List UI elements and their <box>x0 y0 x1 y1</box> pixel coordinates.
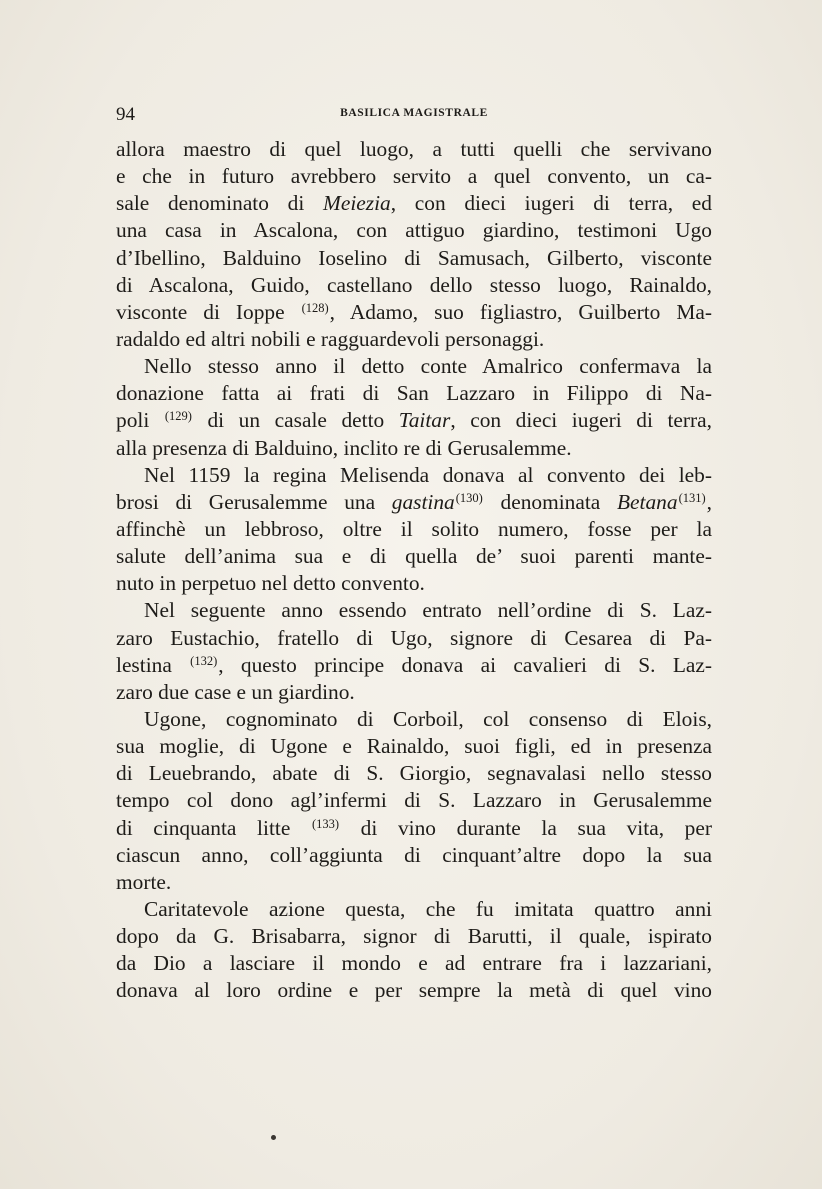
footnote-ref: (128) <box>301 300 329 315</box>
page-header <box>116 104 712 126</box>
body-text <box>116 136 712 1005</box>
italic-term: gastina <box>391 489 455 514</box>
text-line: di Ascalona, Guido, castellano dello stesso luogo, Rainaldo, <box>116 272 712 297</box>
text-line: sua moglie, di Ugone e Rainaldo, suoi figli, ed in presenza <box>116 734 712 759</box>
text-line: poli $^{(129)}$ di un casale detto Taitar, con dieci iugeri di terra, <box>116 408 712 433</box>
running-head: BASILICA MAGISTRALE <box>340 107 488 119</box>
ink-speck <box>271 1135 276 1140</box>
text-line: brosi di Gerusalemme una gastina$^{(130)}$ denominata Betana$^{(131)}$, <box>116 489 712 514</box>
italic-term: Taitar <box>398 408 451 433</box>
text-line: morte. <box>116 869 172 894</box>
text-line: Nel 1159 la regina Melisenda donava al convento dei leb- <box>144 462 712 487</box>
text-line: allora maestro di quel luogo, a tutti quelli che servivano <box>116 137 712 161</box>
text-line: Nel seguente anno essendo entrato nell’ordine di S. Laz- <box>144 598 712 623</box>
text-line: donava al loro ordine e per sempre la metà di quel vino <box>116 978 712 1003</box>
text-line: nuto in perpetuo nel detto convento. <box>116 571 425 596</box>
text-line: da Dio a lasciare il mondo e ad entrare fra i lazzariani, <box>116 951 712 976</box>
text-line: d’Ibellino, Balduino Ioselino di Samusach, Gilberto, visconte <box>116 245 712 270</box>
text-line: ciascun anno, coll’aggiunta di cinquant’altre dopo la sua <box>116 842 712 867</box>
text-line: zaro due case e un giardino. <box>116 679 355 704</box>
text-line: radaldo ed altri nobili e ragguardevoli personaggi. <box>116 326 545 351</box>
text-line: Ugone, cognominato di Corboil, col consenso di Elois, <box>144 706 712 731</box>
text-line: sale denominato di Meiezia, con dieci iugeri di terra, ed <box>116 191 712 216</box>
page-number: 94 <box>116 104 135 125</box>
text-line: dopo da G. Brisabarra, signor di Barutti, il quale, ispirato <box>116 924 712 949</box>
footnote-ref: (132) <box>190 653 218 668</box>
text-line: di cinquanta litte $^{(133)}$ di vino durante la sua vita, per <box>116 815 712 840</box>
text-line: di Leuebrando, abate di S. Giorgio, segnavalasi nello stesso <box>116 761 712 786</box>
footnote-ref: (129) <box>164 409 192 424</box>
text-line: zaro Eustachio, fratello di Ugo, signore di Cesarea di Pa- <box>116 625 712 650</box>
text-line: Caritatevole azione questa, che fu imitata quattro anni <box>144 896 712 921</box>
text-line: visconte di Ioppe $^{(128)}$, Adamo, suo figliastro, Guilberto Ma- <box>116 299 712 324</box>
footnote-ref: (130) <box>455 490 483 505</box>
footnote-ref: (131) <box>678 490 706 505</box>
italic-term: Meiezia <box>323 191 391 216</box>
text-line: affinchè un lebbroso, oltre il solito numero, fosse per la <box>116 516 712 541</box>
text-line: Nello stesso anno il detto conte Amalrico confermava la <box>144 354 712 379</box>
text-line: salute dell’anima sua e di quella de’ suoi parenti mante- <box>116 544 712 569</box>
italic-term: Betana <box>616 489 678 514</box>
text-line: e che in futuro avrebbero servito a quel convento, un ca- <box>116 164 712 189</box>
text-line: alla presenza di Balduino, inclito re di Gerusalemme. <box>116 435 572 460</box>
text-line: tempo col dono agl’infermi di S. Lazzaro in Gerusalemme <box>116 788 712 813</box>
text-line: una casa in Ascalona, con attiguo giardino, testimoni Ugo <box>116 218 712 243</box>
text-line: lestina $^{(132)}$, questo principe donava ai cavalieri di S. Laz- <box>116 652 713 677</box>
footnote-ref: (133) <box>311 816 340 831</box>
text-line: donazione fatta ai frati di San Lazzaro in Filippo di Na- <box>116 381 712 406</box>
